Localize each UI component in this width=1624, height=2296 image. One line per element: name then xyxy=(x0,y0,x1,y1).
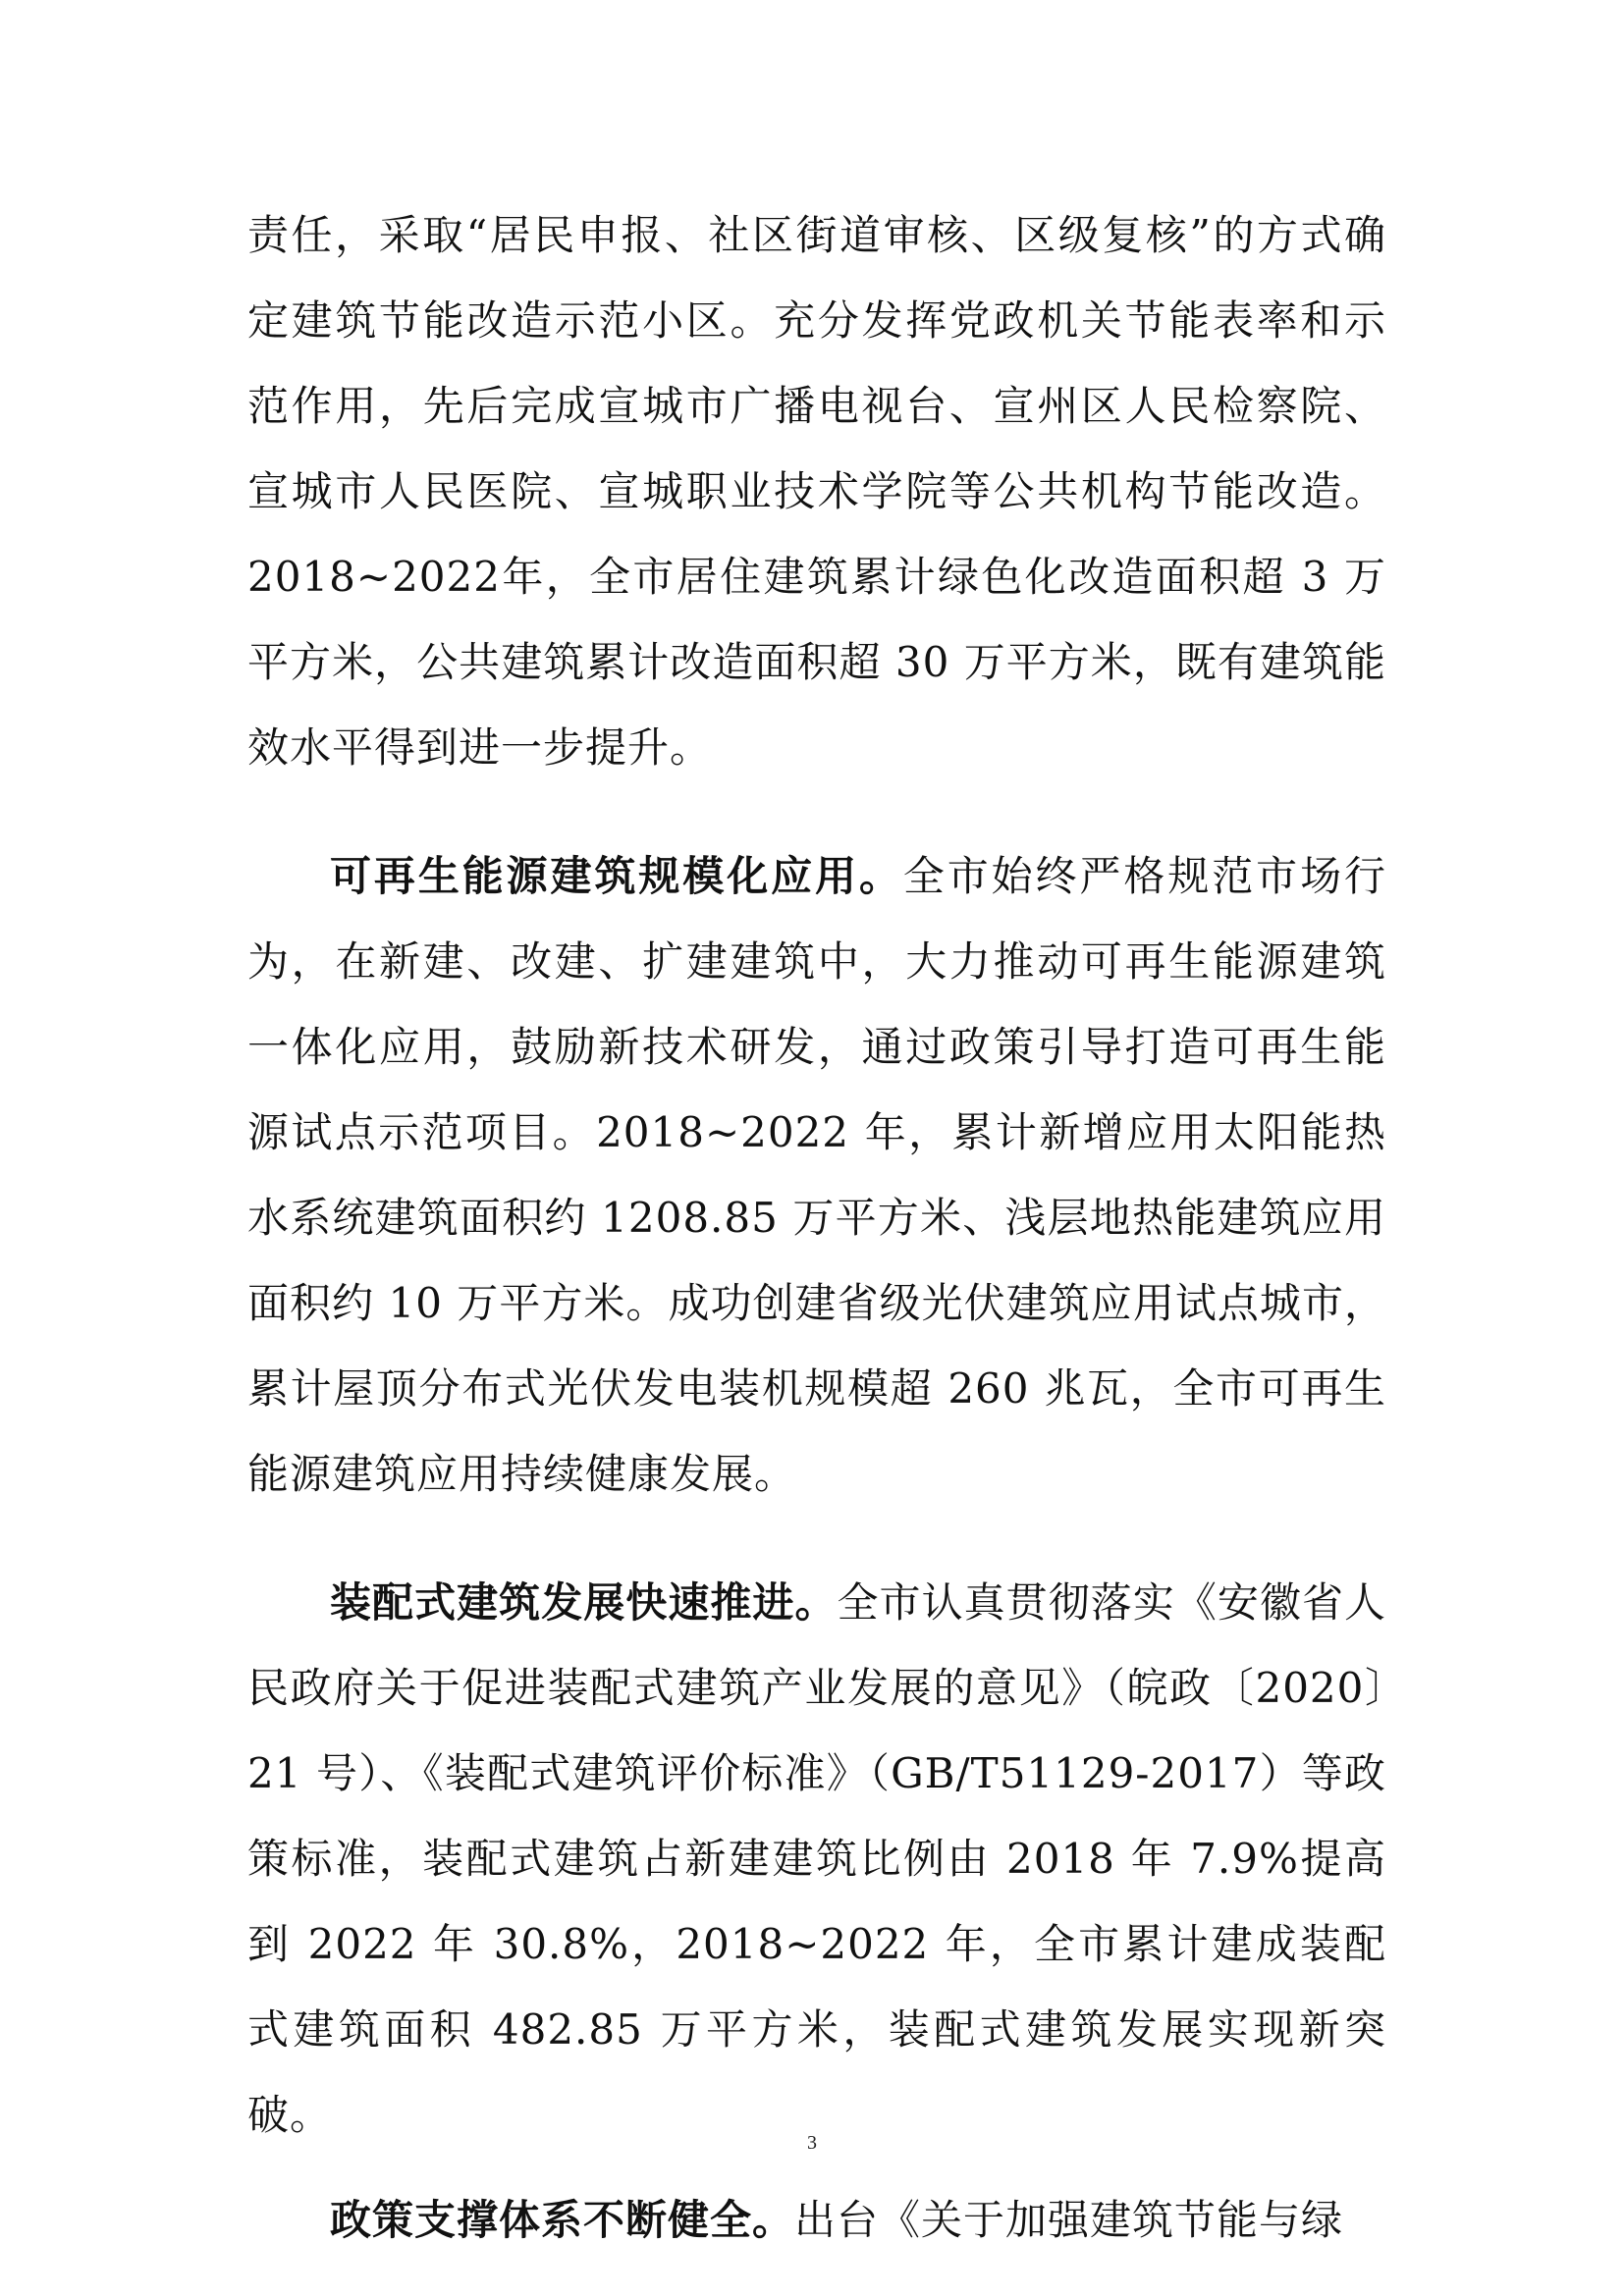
body-text xyxy=(247,192,1386,2263)
page-number: 3 xyxy=(807,2132,817,2154)
paragraph-heading: 可再生能源建筑规模化应用。 xyxy=(330,852,903,900)
paragraph-text: 全市认真贯彻落实《安徽省人民政府关于促进装配式建筑产业发展的意见》（皖政〔2020〕21 号）、《装配式建筑评价标准》（GB/T51129-2017）等政策标准，装配式建筑占新建建筑比例由 2018 年 7.9%提高到 2022 年 30.8%，2018~2022 年，全市累计建成装配式建筑面积 482.85 万平方米，装配式建筑发展实现新突破。 xyxy=(247,1578,1386,2139)
paragraph-heading: 政策支撑体系不断健全。 xyxy=(330,2196,795,2244)
paragraph-text: 全市始终严格规范市场行为，在新建、改建、扩建建筑中，大力推动可再生能源建筑一体化应用，鼓励新技术研发，通过政策引导打造可再生能源试点示范项目。2018~2022 年，累计新增应用太阳能热水系统建筑面积约 1208.85 万平方米、浅层地热能建筑应用面积约 10 万平方米。成功创建省级光伏建筑应用试点城市，累计屋顶分布式光伏发电装机规模超 260 兆瓦，全市可再生能源建筑应用持续健康发展。 xyxy=(247,852,1386,1498)
paragraph-text: 出台《关于加强建筑节能与绿 xyxy=(794,2196,1344,2244)
paragraph-policy-support xyxy=(247,2177,1386,2263)
paragraph-building-retrofit xyxy=(247,192,1386,790)
paragraph-text: 责任，采取“居民申报、社区街道审核、区级复核”的方式确定建筑节能改造示范小区。充分发挥党政机关节能表率和示范作用，先后完成宣城市广播电视台、宣州区人民检察院、宣城市人民医院、宣城职业技术学院等公共机构节能改造。2018~2022年，全市居住建筑累计绿色化改造面积超 3 万平方米，公共建筑累计改造面积超 30 万平方米，既有建筑能效水平得到进一步提升。 xyxy=(247,211,1386,772)
paragraph-renewable-energy xyxy=(247,833,1386,1517)
paragraph-heading: 装配式建筑发展快速推进。 xyxy=(330,1578,838,1627)
paragraph-prefabricated-buildings xyxy=(247,1560,1386,2158)
